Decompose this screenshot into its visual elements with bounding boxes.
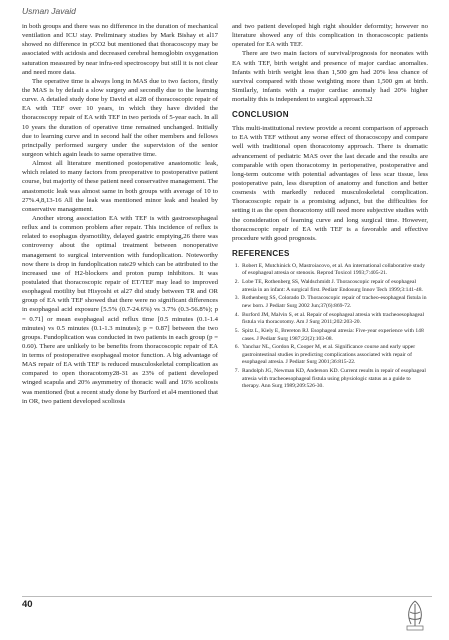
body-paragraph: Almost all literature mentioned postoperative anastomotic leak, which related to many factors from preoperative to postoperative patient course, but majority of these patient need conservative management. The anastomotic leak was almost same in both groups with average of 10 to 27%.4,8,13-16 All the leak was mentioned minor leak and healed by conservative management.: [22, 160, 218, 213]
reference-item: [232, 368, 428, 391]
reference-text: Yanchar NL, Gordon R, Cooper M, et al. Significance course and early upper gastrointestinal studies in predicting complications associated with repair of esophageal atresia. J Pediatr Surg 2001;36:815-22.: [242, 344, 416, 366]
body-paragraph: Another strong association EA with TEF is with gastroesophageal reflux and is common problem after repair. This incidence of reflux is related to esophagus dysmotility, delayed gastric emptying,26 there was controversy about the optimal treatment between nonoperative management to surgical intervention with fundoplication. Noteworthy now there is drop in fundoplication rate29 which can be attributed to the increased use of H2-blockers and proton pump inhibitors. It was postulated that thoracoscopic repair of ET/TEF may lead to improved esophageal motility but Hisyoshi et al27 did study between TR and OR group of EA with TEF showed that there were no significant differences in esophageal acid exposure [5.5% (0.7-24.6%) vs 3.7% (0.3-56.8%); p = 0.71] or mean esophageal acid reflux time [0.5 minutes (0.1-1.4 minutes) vs 0.5 minutes (0.1-1.3 minutes); p = 0.87] between the two groups. Fundoplication was conducted in two patients in each group (p = 0.60). There are unlikely to be benefits from thoracoscopic repair of EA in terms of postoperative esophageal motor function. A big advantage of MAS repair of EA with TEF is reduced musculoskeletal complication as compared to open thoracotomy28-31 as 23% of patient developed winged scapula and 20% asymmetry of thoracic wall and 16% scoliosis was mentioned (but a recent study done by Burford et al4 mentioned that in OR, two patient developed scoliosis: [22, 214, 218, 405]
reference-number: 2.: [234, 279, 239, 286]
reference-item: [232, 295, 428, 310]
reference-text: Spitz L, Kiely E, Brereton RJ. Esophageal atresia: Five-year experience with 148 cases. J Pediatr Surg 1987;22(2):103-08.: [242, 328, 424, 342]
reference-text: Rothenberg SS, Colorado D. Thoracoscopic repair of tracheo-esophageal fistula in new born. J Pediatr Surg 2002 Jun;37(6):869-72.: [242, 295, 427, 310]
right-column-paragraphs: [232, 22, 428, 104]
body-paragraph: There are two main factors of survival/prognosis for neonates with EA with TEF, birth weight and presence of major cardiac anomalies. Infants with birth weight less than 1,500 gm had 20% less chance of survival compared with those weighting more than 1,500 gm at birth. Similarly, infants with a major cardiac anomaly had 20% higher mortality this is independent to surgical approach.32: [232, 50, 428, 104]
body-paragraph: The operative time is always long in MAS due to two factors, firstly the MAS is by default a slow surgery and secondly due to the learning curve. A detailed study done by David et al28 of thoracoscopic repair of EA with TEF over 10 years, in which they have divided the thoracoscopy repair of EA with TEF in two periods of 5-year each. In all 10 years the duration of operative time remained unchanged. Initially due to learning curve and in second half the other members and fellows principally performed surgery under the supervision of the senior surgeon which again leads to same operative time.: [22, 77, 218, 158]
conclusion-text: This multi-institutional review provide a recent comparison of approach to EA with TEF without any worse effect of thoracoscopy and compare well with traditional open thoracotomy approach. There is dramatic advancement of pediatric MAS over the last decade and the results are comparable with open thoracotomy in perioperative, postoperative and long-term outcome with potential advantages of less scar tissue, less postoperative pain, less disruption of anatomy and function and better cosmesis with markedly reduced musculoskeletal complication. Thoracoscopic repair is a promising adjunct, but the difficulties for setting it as the open thoracotomy still need more subjective studies with the consideration of learning curve and long surgical time. However, thoracoscopic repair of EA with TEF is a favorable and effective procedure with good prognosis.: [232, 125, 428, 242]
page-number: 40: [22, 599, 33, 610]
body-paragraph: and two patient developed high right shoulder deformity; however no literature showed any of this complication in thoracoscopic patients operated for EA with TEF.: [232, 23, 428, 49]
reference-item: [232, 279, 428, 294]
reference-number: 6.: [234, 344, 239, 351]
reference-text: Robert E, Mutchinick O, Mastroiacovo, et al. An international collaborative study of esophageal atresia or stenosis. Reprod Toxicol 1993;7:405-21.: [242, 262, 425, 277]
reference-text: Randolph JG, Newman KD, Anderson KD. Current results in repair of esophageal atresia with tracheoesophageal fistula using physiologic status as a guide to therapy. Ann Surg 1989;209:526-30.: [242, 368, 426, 390]
publisher-logo-icon: [402, 598, 428, 632]
references-heading: REFERENCES: [232, 249, 290, 258]
reference-item: [232, 328, 428, 343]
reference-item: [232, 263, 428, 278]
reference-number: 5.: [234, 328, 239, 335]
running-header-author: Usman Javaid: [22, 6, 76, 16]
reference-number: 4.: [234, 311, 239, 318]
left-column: [22, 22, 218, 406]
right-column: [232, 22, 428, 392]
reference-item: [232, 344, 428, 367]
footer-divider: [22, 596, 432, 597]
reference-number: 7.: [234, 368, 239, 375]
references-list: [232, 263, 428, 391]
reference-number: 3.: [234, 295, 239, 302]
conclusion-heading: CONCLUSION: [232, 110, 289, 120]
reference-text: Burford JM, Malvin S, et al. Repair of esophageal atresia with tracheoesophageal fistula via thoracotomy. Am J Surg 2011;202:203-20.: [242, 311, 425, 326]
reference-item: [232, 312, 428, 327]
reference-number: 1.: [234, 262, 239, 269]
reference-text: Lobe TE, Rothenberg SS, Waldschmidt J. Thoracoscopic repair of esophageal atresia in an infant: A surgical first. Pediatr Endosurg Innov Tech 1999;3:141-48.: [242, 279, 423, 293]
body-paragraph: in both groups and there was no difference in the duration of mechanical ventilation and ICU stay. Preliminary studies by Mark Bishay et al17 showed no difference in pCO2 but mentioned that thoracoscopy may be associated with acidosis and decreased cerebral hemoglobin oxygenation saturation measured by near infra-red spectroscopy but still it is not clear and need more data.: [22, 23, 218, 76]
